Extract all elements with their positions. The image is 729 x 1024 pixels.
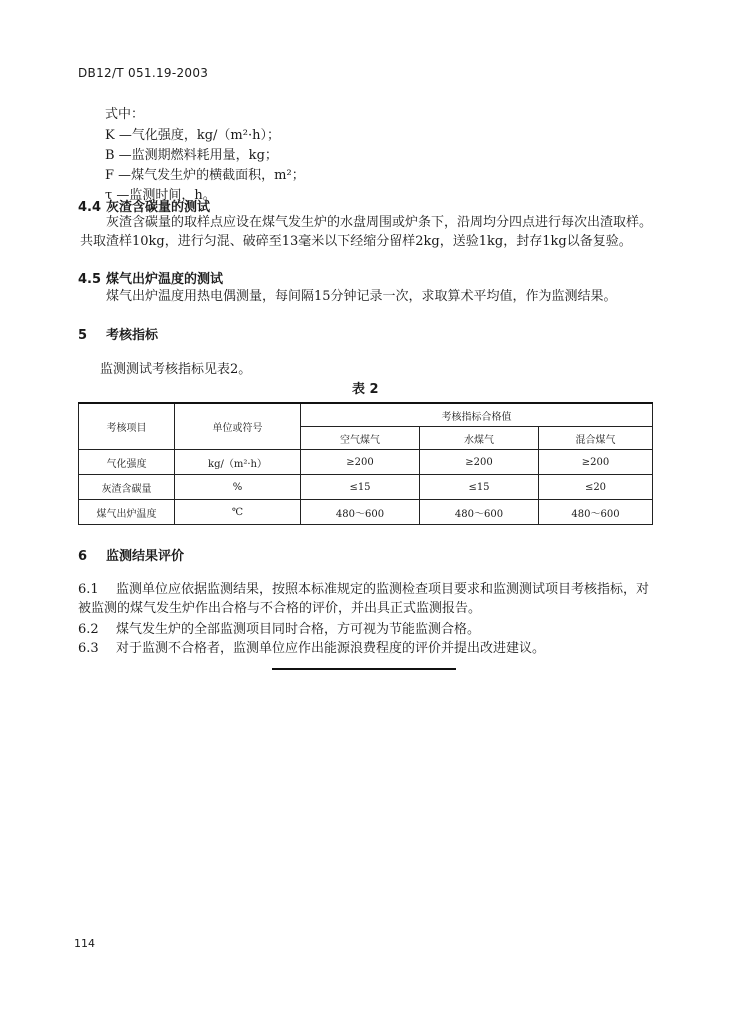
clause-number: 6.1 xyxy=(78,582,99,597)
table-cell: 480～600 xyxy=(301,500,420,525)
table-cell: ℃ xyxy=(175,500,301,525)
formula-legend-item: K —气化强度，kg/（m²·h）； xyxy=(105,128,280,143)
table-row xyxy=(79,450,653,475)
table-cell: 480～600 xyxy=(539,500,653,525)
table-cell: 煤气出炉温度 xyxy=(79,500,175,525)
table-cell: 气化强度 xyxy=(79,450,175,475)
table-row xyxy=(79,475,653,500)
table-cell: % xyxy=(175,475,301,500)
table-header-row xyxy=(79,403,653,427)
section-4-4-body: 灰渣含碳量的取样点应设在煤气发生炉的水盘周围或炉条下，沿周均分四点进行每次出渣取样。共取渣样10kg，进行匀混、破碎至13毫米以下经缩分留样2kg，送验1kg，封存1kg以备复验。 xyxy=(80,215,653,249)
page-number: 114 xyxy=(74,937,95,950)
assessment-table xyxy=(78,402,653,525)
clause-text: 监测单位应依据监测结果，按照本标准规定的监测检查项目要求和监测测试项目考核指标，对被监测的煤气发生炉作出合格与不合格的评价，并出具正式监测报告。 xyxy=(78,582,650,616)
clause-text: 煤气发生炉的全部监测项目同时合格，方可视为节能监测合格。 xyxy=(116,622,481,637)
table-cell: 480～600 xyxy=(420,500,539,525)
formula-legend-intro: 式中： xyxy=(105,107,145,122)
section-6-heading xyxy=(78,545,184,564)
clause-6-3 xyxy=(78,637,545,656)
table-cell: ≤15 xyxy=(420,475,539,500)
table-row xyxy=(79,500,653,525)
section-number: 4.4 xyxy=(78,200,102,215)
table-cell: ≤15 xyxy=(301,475,420,500)
document-code: DB12/T 051.19-2003 xyxy=(78,66,209,80)
table-cell: ≥200 xyxy=(539,450,653,475)
section-number: 5 xyxy=(78,328,88,343)
table-caption: 表 2 xyxy=(352,382,379,397)
table-cell: ≥200 xyxy=(301,450,420,475)
section-title: 考核指标 xyxy=(106,328,159,343)
end-of-document-rule xyxy=(272,668,456,670)
section-number: 6 xyxy=(78,549,88,564)
table-cell: ≤20 xyxy=(539,475,653,500)
section-title: 监测结果评价 xyxy=(106,549,185,564)
table-header-cell: 单位或符号 xyxy=(175,403,301,450)
table-cell: ≥200 xyxy=(420,450,539,475)
section-4-5-body: 煤气出炉温度用热电偶测量，每间隔15分钟记录一次，求取算术平均值，作为监测结果。 xyxy=(106,289,617,304)
clause-number: 6.3 xyxy=(78,641,99,656)
section-5-heading xyxy=(78,324,158,343)
table-subheader-cell: 水煤气 xyxy=(420,427,539,450)
formula-legend-item: B —监测期燃料耗用量，kg； xyxy=(105,148,278,163)
section-title: 煤气出炉温度的测试 xyxy=(106,272,224,287)
table-header-cell: 考核项目 xyxy=(79,403,175,450)
section-title: 灰渣含碳量的测试 xyxy=(106,200,211,215)
table-cell: kg/（m²·h） xyxy=(175,450,301,475)
table-subheader-cell: 空气煤气 xyxy=(301,427,420,450)
table-subheader-cell: 混合煤气 xyxy=(539,427,653,450)
section-4-5-heading xyxy=(78,268,223,287)
clause-6-2 xyxy=(78,618,480,637)
formula-legend-item: τ —监测时间，h。 xyxy=(105,188,216,203)
section-number: 4.5 xyxy=(78,272,102,287)
section-5-body: 监测测试考核指标见表2。 xyxy=(100,362,252,377)
formula-legend-item: F —煤气发生炉的横截面积，m²； xyxy=(105,168,305,183)
clause-text: 对于监测不合格者，监测单位应作出能源浪费程度的评价并提出改进建议。 xyxy=(116,641,546,656)
table-header-group-cell: 考核指标合格值 xyxy=(301,403,653,427)
clause-6-1 xyxy=(78,580,656,618)
table-cell: 灰渣含碳量 xyxy=(79,475,175,500)
clause-number: 6.2 xyxy=(78,622,99,637)
